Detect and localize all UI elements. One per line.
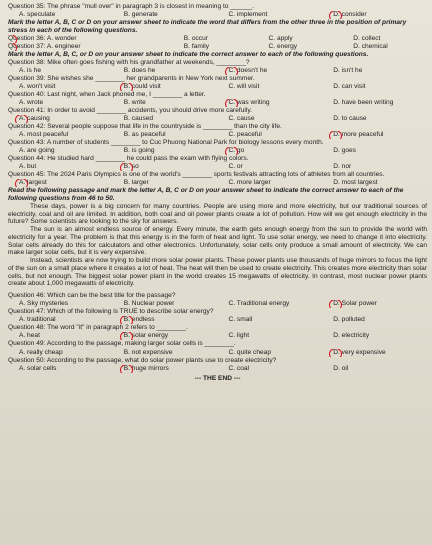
option-b: B. family xyxy=(183,42,210,50)
option-a: A. solar cells xyxy=(19,364,57,372)
answer-mark: A. causing xyxy=(19,114,50,122)
option-d: D. can visit xyxy=(333,82,366,90)
option-d: D. goes xyxy=(333,147,356,155)
option-b: B. does he xyxy=(123,66,156,74)
option-b xyxy=(113,332,218,340)
option-d xyxy=(322,349,427,357)
option-c xyxy=(218,147,323,155)
option-b xyxy=(113,163,218,171)
option-d: D. have been writing xyxy=(333,98,394,106)
options-49 xyxy=(8,349,427,357)
options-48 xyxy=(8,332,427,340)
question-42: Question 42: Several people suppose that life in the countryside is ________ than the city life. xyxy=(8,122,282,130)
option-a: A. but xyxy=(19,163,37,171)
question-39: Question 39: She wishes she ________ her grandparents in New York next summer. xyxy=(8,74,255,82)
option-a: A. Sky mysteries xyxy=(19,300,69,308)
option-b: B. is going xyxy=(123,147,155,155)
question-45: Question 45: The 2024 Paris Olympics is one of the world's ________ sports festivals attracting lots of athletes from all countries. xyxy=(8,171,385,179)
answer-mark: Question 36: A. wonder xyxy=(8,34,77,42)
option-b xyxy=(113,365,218,373)
answer-mark: B. solar energy xyxy=(123,332,169,340)
question-49: Question 49: According to the passage, making larger solar cells is ________. xyxy=(8,340,236,348)
option-b: B. not expensive xyxy=(123,348,173,356)
option-c: C. will visit xyxy=(228,82,260,90)
option-d: D. polluted xyxy=(333,316,365,324)
option-b xyxy=(113,316,218,324)
option-d: D. collect xyxy=(353,34,381,42)
options-38 xyxy=(8,67,427,75)
option-d: D. electricity xyxy=(333,332,370,340)
question-38: Question 38: Mike often goes fishing with his grandfather at weekends, ________? xyxy=(8,58,250,66)
option-d xyxy=(322,131,427,139)
passage-paragraph-2: The sun is an almost endless source of energy. Every minute, the earth gets enough energy from the sun to provide the world with electricity for a year. The problem is that this energy is in the form of heat and light. To use solar energy, we need to change it into electricity. Solar cells already do this for calculators and other electronics. Unfortunately, solar cells only produce a small amount of electricity. We can make larger solar cells, but it is very expensive. xyxy=(8,226,427,257)
question-43: Question 43: A number of students ________ to Cuc Phuong National Park for biology lessons every month. xyxy=(8,139,324,147)
question-46: Question 46: Which can be the best title for the passage? xyxy=(8,292,176,300)
question-48: Question 48: The word "it" in paragraph 2 refers to ________. xyxy=(8,324,188,332)
options-43 xyxy=(8,147,427,155)
option-a: A. speculate xyxy=(19,11,56,19)
options-40 xyxy=(8,99,427,107)
question-36 xyxy=(8,35,427,43)
question-37-stem xyxy=(8,43,173,51)
answer-mark: B. could visit xyxy=(123,82,161,90)
question-35: Question 35: The phrase "mull over" in paragraph 3 is closest in meaning to ______. xyxy=(8,3,255,10)
answer-mark: B. endless xyxy=(123,316,155,324)
option-d: D. to cause xyxy=(333,114,367,122)
option-c: C. light xyxy=(228,332,250,340)
options-42 xyxy=(8,131,427,139)
option-c xyxy=(218,67,323,75)
option-d: D. most largest xyxy=(333,179,378,187)
answer-mark: Question 37: A. engineer xyxy=(8,42,81,50)
option-b xyxy=(113,83,218,91)
option-c xyxy=(218,99,323,107)
option-a: A. won't visit xyxy=(19,82,56,90)
option-b: B. write xyxy=(123,98,146,106)
option-c: C. coal xyxy=(228,364,250,372)
instruction-reading: Read the following passage and mark the letter A, B, C or D on your answer sheet to indicate the correct answer to each of the following questions from 46 to 50. xyxy=(8,187,404,203)
option-b: B. as peaceful xyxy=(123,131,166,138)
option-a: A. traditional xyxy=(19,316,56,324)
option-c: C. peaceful xyxy=(228,131,262,138)
option-a: A. is he xyxy=(19,66,41,74)
option-b: B. occur xyxy=(183,34,208,42)
option-a: A. are going xyxy=(19,147,55,155)
options-50 xyxy=(8,365,427,373)
option-b: B. larger xyxy=(123,179,149,187)
question-40: Question 40: Last night, when Jack phoned me, I ________ a letter. xyxy=(8,90,206,98)
answer-mark: D. consider xyxy=(333,11,367,19)
option-d: D. isn't he xyxy=(333,66,363,74)
question-37 xyxy=(8,43,427,51)
answer-mark: C. go xyxy=(228,147,245,155)
option-c: C. Traditional energy xyxy=(228,300,290,308)
option-d xyxy=(322,11,427,19)
option-d: D. nor xyxy=(333,163,352,171)
option-a: A. wrote xyxy=(19,98,44,106)
instruction-stress: Mark the letter A, B, C or D on your answer sheet to indicate the word that differs from the other three in the position of primary stress in each of the following questions. xyxy=(8,19,407,34)
option-c: C. apply xyxy=(268,34,293,42)
answer-mark: C. was writing xyxy=(228,98,270,106)
answer-mark: A. largest xyxy=(19,179,47,187)
option-a xyxy=(8,115,113,123)
answer-mark: B. so xyxy=(123,163,139,171)
passage-paragraph-3: Instead, scientists are now trying to build more solar power plants. These power plants use thousands of huge mirrors to focus the light of the sun on a small place where it creates a lot of heat. The heat will then be used to create electricity. This creates more electricity than solar cells, but not enough. The biggest solar power plant in the world creates 15 megawatts of electricity. In contrast, most nuclear power plants create about 1,000 megawatts of electricity. xyxy=(8,257,427,288)
passage-paragraph-1: These days, power is a big concern for many countries. People are using more and more electricity, but our traditional sources of electricity, coal and oil are limited. In addition, both coal and oil power plants create a lot of pollution. How will we get enough electricity in the future? Some scientists are looking to the sky for answers. xyxy=(8,202,427,226)
answer-mark: D. Solar power xyxy=(333,300,377,308)
option-b: B. Nuclear power xyxy=(123,300,175,308)
question-36-stem xyxy=(8,35,173,43)
option-c: C. implement xyxy=(228,11,268,19)
option-c: C. cause xyxy=(228,114,255,122)
option-a xyxy=(8,179,113,187)
the-end-footer: --- THE END --- xyxy=(194,374,241,382)
option-c: C. small xyxy=(228,316,253,324)
option-a: A. heat xyxy=(19,332,40,340)
options-47 xyxy=(8,316,427,324)
option-d: D. chemical xyxy=(353,42,388,50)
options-44 xyxy=(8,163,427,171)
answer-mark: D. very expensive xyxy=(333,348,386,356)
option-c: C. or xyxy=(228,163,243,171)
question-50: Question 50: According to the passage, what do solar power plants use to create electricity? xyxy=(8,356,277,364)
options-35 xyxy=(8,11,427,19)
option-a: A. most peaceful xyxy=(19,131,69,138)
answer-mark: B. huge mirrors xyxy=(123,364,169,372)
option-b: B. caused xyxy=(123,114,154,122)
options-46 xyxy=(8,300,427,308)
option-d: D. oil xyxy=(333,364,349,372)
question-44: Question 44: He studied hard ________ he could pass the exam with flying colors. xyxy=(8,155,249,163)
option-c: C. more larger xyxy=(228,179,271,187)
instruction-grammar: Mark the letter A, B, C, or D on your answer sheet to indicate the correct answer to each of the following questions. xyxy=(8,50,369,58)
option-d xyxy=(322,300,427,308)
options-41 xyxy=(8,115,427,123)
answer-mark: D. more peaceful xyxy=(333,131,384,138)
answer-mark: C. doesn't he xyxy=(228,66,268,74)
options-45 xyxy=(8,179,427,187)
option-c: C. quite cheap xyxy=(228,348,272,356)
options-39 xyxy=(8,83,427,91)
option-b: B. generate xyxy=(123,11,158,19)
question-41: Question 41: In order to avoid ________ accidents, you should drive more carefully. xyxy=(8,106,252,114)
question-47: Question 47: Which of the following is TRUE to describe solar energy? xyxy=(8,308,214,316)
option-c: C. energy xyxy=(268,42,298,50)
option-a: A. really cheap xyxy=(19,348,63,356)
